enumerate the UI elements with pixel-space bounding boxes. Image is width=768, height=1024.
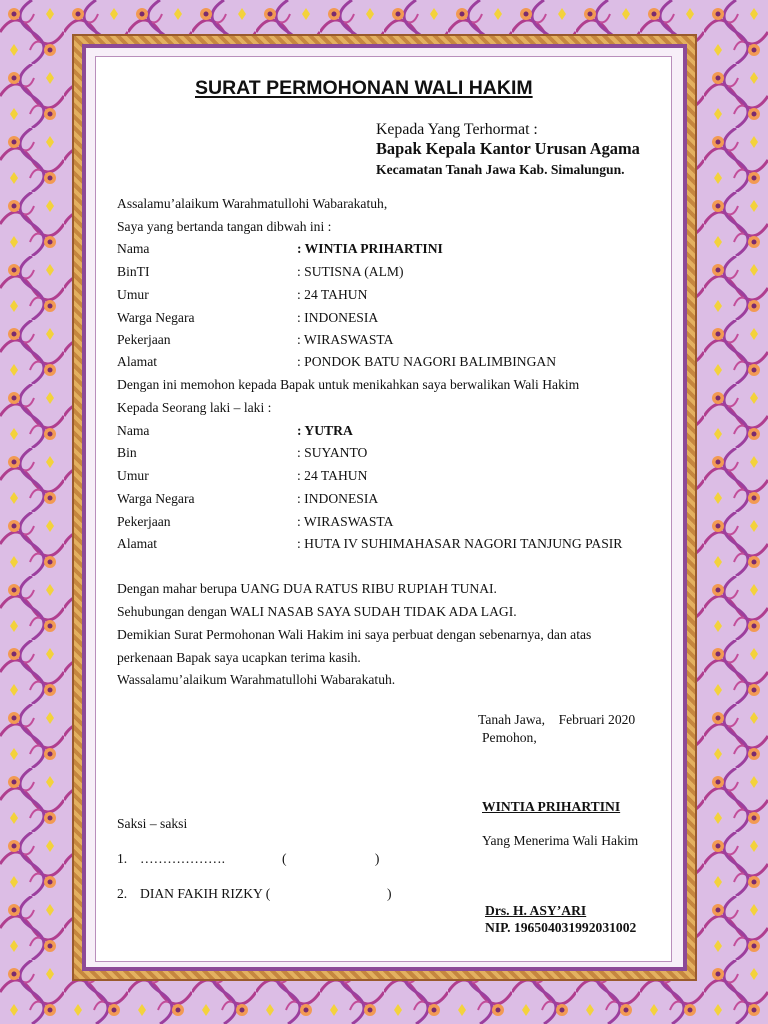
applicant-signature-name: WINTIA PRIHARTINI — [482, 799, 621, 814]
field-value: : WINTIA PRIHARTINI — [297, 241, 443, 256]
field-label: Nama — [117, 423, 150, 438]
intro-line: Saya yang bertanda tangan dibwah ini : — [117, 219, 332, 234]
officer-name: Drs. H. ASY’ARI — [485, 903, 587, 918]
field-value: : WIRASWASTA — [297, 332, 394, 347]
witness-2-signature-close: ) — [387, 886, 392, 901]
field-value: : WIRASWASTA — [297, 514, 394, 529]
to-man-line: Kepada Seorang laki – laki : — [117, 400, 272, 415]
receiver-role: Yang Menerima Wali Hakim — [482, 833, 639, 848]
field-label: BinTI — [117, 264, 150, 279]
witness-1-number: 1. — [117, 851, 128, 866]
field-label: Pekerjaan — [117, 514, 171, 529]
field-label: Nama — [117, 241, 150, 256]
body-line: Dengan mahar berupa UANG DUA RATUS RIBU RUPIAH TUNAI. — [117, 581, 497, 596]
field-label: Umur — [117, 287, 149, 302]
body-line: Wassalamu’alaikum Warahmatullohi Wabarakatuh. — [117, 672, 396, 687]
request-line: Dengan ini memohon kepada Bapak untuk menikahkan saya berwalikan Wali Hakim — [117, 377, 580, 392]
field-value: : SUYANTO — [297, 445, 368, 460]
field-value: : PONDOK BATU NAGORI BALIMBINGAN — [297, 354, 557, 369]
applicant-role: Pemohon, — [482, 730, 537, 745]
field-label: Warga Negara — [117, 310, 195, 325]
greeting: Assalamu’alaikum Warahmatullohi Wabarakatuh, — [117, 196, 388, 211]
witness-1-name: ………………. — [140, 851, 225, 866]
field-value: : 24 TAHUN — [297, 468, 368, 483]
body-line: Sehubungan dengan WALI NASAB SAYA SUDAH TIDAK ADA LAGI. — [117, 604, 517, 619]
field-label: Bin — [117, 445, 137, 460]
recipient-line-3: Kecamatan Tanah Jawa Kab. Simalungun. — [376, 162, 625, 177]
officer-nip: NIP. 196504031992031002 — [485, 920, 637, 935]
field-label: Umur — [117, 468, 149, 483]
place-date: Tanah Jawa, Februari 2020 — [478, 712, 636, 727]
witness-2-number: 2. — [117, 886, 128, 901]
field-label: Pekerjaan — [117, 332, 171, 347]
letter-title: SURAT PERMOHONAN WALI HAKIM — [195, 77, 533, 99]
witness-1-signature: ( ) — [282, 851, 380, 866]
field-value: : HUTA IV SUHIMAHASAR NAGORI TANJUNG PASIR — [297, 536, 623, 551]
field-value: : INDONESIA — [297, 491, 379, 506]
witness-heading: Saksi – saksi — [117, 816, 188, 831]
body-line: perkenaan Bapak saya ucapkan terima kasih. — [117, 650, 361, 665]
field-value: : SUTISNA (ALM) — [297, 264, 404, 279]
field-label: Alamat — [117, 354, 158, 369]
field-label: Alamat — [117, 536, 158, 551]
field-value: : YUTRA — [297, 423, 353, 438]
recipient-line-2: Bapak Kepala Kantor Urusan Agama — [376, 139, 640, 158]
field-value: : 24 TAHUN — [297, 287, 368, 302]
body-line: Demikian Surat Permohonan Wali Hakim ini saya perbuat dengan sebenarnya, dan atas — [117, 627, 592, 642]
field-label: Warga Negara — [117, 491, 195, 506]
recipient-line-1: Kepada Yang Terhormat : — [376, 121, 538, 138]
witness-2-name: DIAN FAKIH RIZKY ( — [140, 886, 271, 901]
field-value: : INDONESIA — [297, 310, 379, 325]
